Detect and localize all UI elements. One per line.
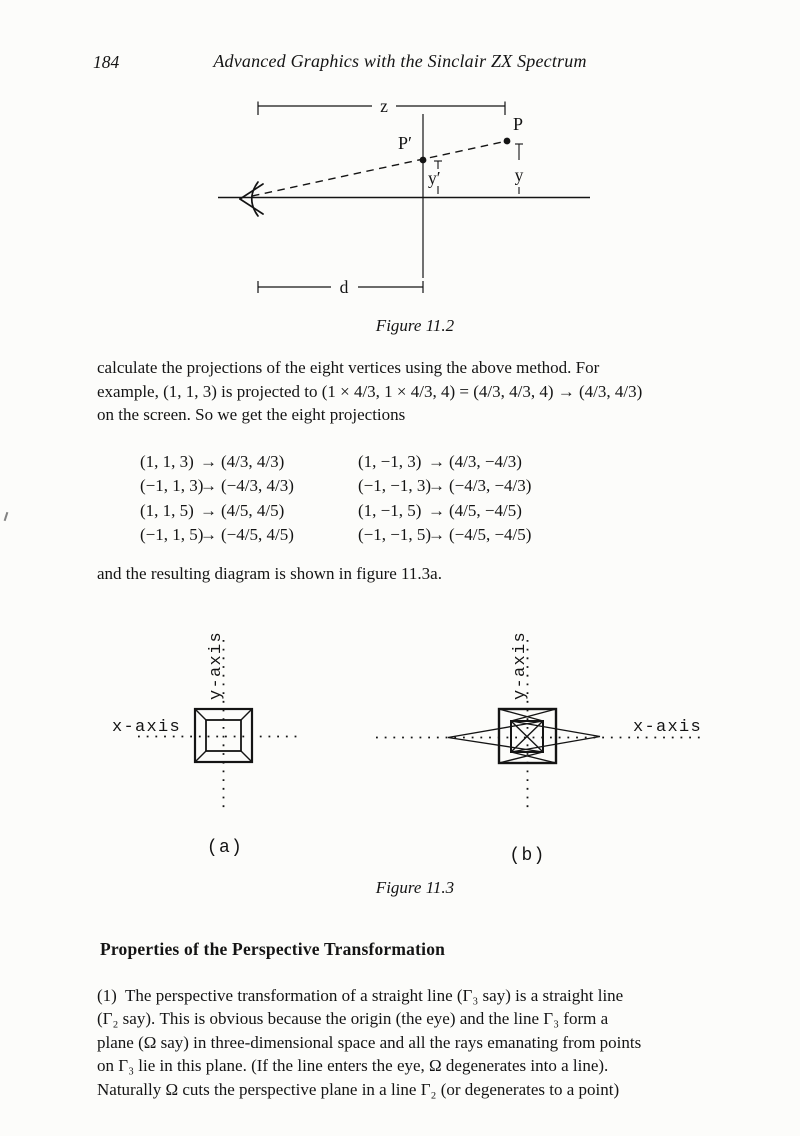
y-axis-label: y-axis <box>511 630 530 700</box>
vertex: (−1, 1, 3) <box>140 476 204 496</box>
projection-row <box>358 450 531 474</box>
maps-to-arrow: → <box>200 524 217 544</box>
y-axis-label: y-axis <box>207 630 226 700</box>
projection: (−4/5, −4/5) <box>449 524 532 544</box>
text-line: (1) The perspective transformation of a straight line (Γ₃ say) is a straight line <box>97 986 624 1005</box>
z-label: z <box>380 96 388 116</box>
y-label: y <box>514 165 524 185</box>
text-line: calculate the projections of the eight vertices using the above method. For <box>97 358 600 377</box>
text-line: example, (1, 1, 3) is projected to (1 × 4/3, 1 × 4/3, 4) = (4/3, 4/3, 4) → (4/3, 4/3) <box>97 381 643 401</box>
text-line: plane (Ω say) in three-dimensional space and all the rays emanating from points <box>97 1032 642 1052</box>
vertex: (−1, −1, 5) <box>358 524 431 544</box>
figure-11-2-diagram <box>200 88 610 313</box>
properties-paragraph <box>97 984 641 1101</box>
projection-row <box>140 450 294 474</box>
projection-row <box>358 499 531 523</box>
running-title: Advanced Graphics with the Sinclair ZX Spectrum <box>213 51 587 71</box>
projection: (−4/5, 4/5) <box>221 524 294 544</box>
vertex: (1, 1, 5) <box>140 500 194 520</box>
page-number: 184 <box>93 52 120 72</box>
projection: (−4/3, 4/3) <box>221 476 294 496</box>
result-sentence: and the resulting diagram is shown in figure 11.3a. <box>97 564 442 583</box>
d-label: d <box>339 277 349 297</box>
projection-row <box>140 499 294 523</box>
vertex: (−1, 1, 5) <box>140 524 204 544</box>
diagram-b <box>376 631 702 866</box>
projection-row <box>140 474 294 498</box>
sub-caption-a: (a) <box>206 838 244 858</box>
p-label: P <box>512 114 524 134</box>
maps-to-arrow: → <box>428 500 445 520</box>
maps-to-arrow: → <box>428 452 445 471</box>
point-p-prime <box>420 157 427 164</box>
intro-paragraph <box>97 356 642 427</box>
x-axis-label: x-axis <box>112 718 182 737</box>
maps-to-arrow: → <box>428 524 445 544</box>
x-axis-label: x-axis <box>633 718 703 737</box>
projection: (4/5, −4/5) <box>449 500 522 520</box>
y-prime-label: y′ <box>428 168 441 188</box>
section-heading: Properties of the Perspective Transformation <box>100 939 446 959</box>
maps-to-arrow: → <box>200 452 217 471</box>
vertex: (1, −1, 3) <box>358 452 422 471</box>
figure-11-3-caption: Figure 11.3 <box>375 878 455 897</box>
text-line: on Γ₃ lie in this plane. (If the line enters the eye, Ω degenerates into a line). <box>97 1056 609 1076</box>
text-line: Naturally Ω cuts the perspective plane in a line Γ₂ (or degenerates to a point) <box>97 1079 620 1099</box>
projections-left-column <box>140 450 294 547</box>
maps-to-arrow: → <box>428 476 445 496</box>
projection: (4/3, −4/3) <box>449 452 522 471</box>
projection: (4/3, 4/3) <box>221 452 285 471</box>
eye-icon <box>240 182 263 216</box>
text-line: on the screen. So we get the eight projections <box>97 405 406 424</box>
vertex: (1, −1, 5) <box>358 500 422 520</box>
maps-to-arrow: → <box>200 476 217 496</box>
figure-11-2-caption: Figure 11.2 <box>375 316 455 335</box>
projection: (−4/3, −4/3) <box>449 476 532 496</box>
sub-caption-b: (b) <box>509 846 546 866</box>
point-p <box>504 138 511 145</box>
p-prime-label: P′ <box>398 133 412 153</box>
projection-row <box>358 523 531 547</box>
scan-artifact <box>4 512 9 521</box>
cube-b <box>448 709 600 763</box>
vertex: (1, 1, 3) <box>140 452 194 471</box>
diagram-a <box>112 631 298 858</box>
projection-row <box>358 474 531 498</box>
projection: (4/5, 4/5) <box>221 500 285 520</box>
projection-row <box>140 523 294 547</box>
maps-to-arrow: → <box>200 500 217 520</box>
text-line: (Γ₂ say). This is obvious because the origin (the eye) and the line Γ₃ form a <box>97 1009 609 1029</box>
figure-11-3-diagram <box>100 612 720 872</box>
projections-right-column <box>358 450 531 547</box>
sight-line <box>252 141 507 196</box>
vertex: (−1, −1, 3) <box>358 476 431 496</box>
